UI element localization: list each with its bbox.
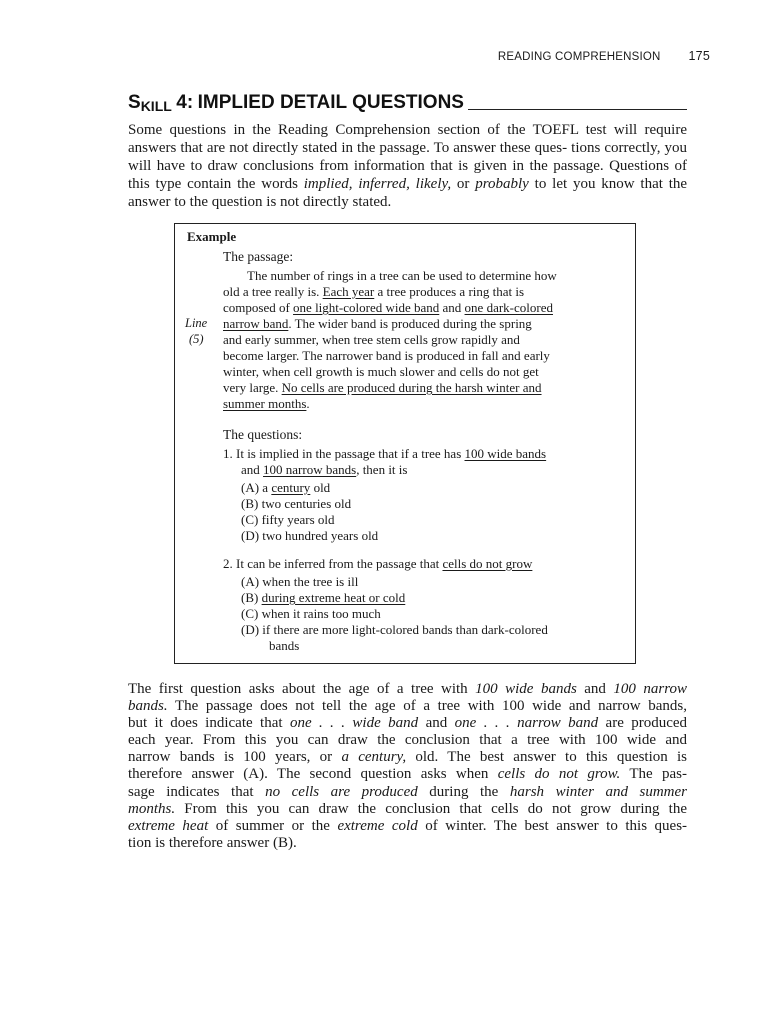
passage-line: The number of rings in a tree can be used to determine how [247,268,557,283]
heading-rule [468,109,687,110]
question-stem: 2. It can be inferred from the passage that cells do not grow [223,556,533,571]
underlined-phrase: one dark-colored [464,300,553,315]
example-label: Example [187,229,237,244]
page-number: 175 [688,49,710,63]
skill-prefix-rest: KILL [140,98,172,114]
passage-line: old a tree really is. Each year a tree produces a ring that is [223,284,525,299]
section-title: IMPLIED DETAIL QUESTIONS [197,92,464,113]
explanation-line: The first question asks about the age of a tree with 100 wide bands and 100 narrow [128,681,688,697]
underlined-phrase: during extreme heat or cold [261,590,406,605]
underlined-phrase: Each year [322,284,375,299]
underlined-phrase: 100 wide bands [464,446,547,461]
underlined-phrase: one light-colored wide band [293,300,440,315]
passage-line: winter, when cell growth is much slower and cells do not get [223,364,539,379]
underlined-phrase: century [271,480,311,495]
underlined-phrase: cells do not grow [442,556,533,571]
question-stem: and 100 narrow bands, then it is [241,462,408,477]
answer-option[interactable]: (C) when it rains too much [241,606,381,621]
passage-line: summer months. [223,396,310,411]
explanation-paragraph [128,681,687,852]
explanation-line: bands. The passage does not tell the age of a tree with 100 wide and narrow bands, [128,698,687,715]
underlined-phrase: 100 narrow bands [263,462,357,477]
explanation-line: sage indicates that no cells are produced during the harsh winter and summer [128,783,688,800]
example-box [174,223,636,664]
explanation-line: extreme heat of summer or the extreme cold of winter. The best answer to this ques- [128,817,688,834]
intro-paragraph [128,121,687,211]
keyword-likely: likely, [415,176,452,192]
question-stem: 1. It is implied in the passage that if a tree has 100 wide bands [223,446,547,461]
questions-label: The questions: [223,427,303,442]
underlined-phrase: summer months [223,396,307,411]
answer-options [223,574,625,654]
running-head-title: READING COMPREHENSION [497,51,661,63]
keyword-implied: implied, [303,176,353,192]
passage-line: and early summer, when tree stem cells grow rapidly and [223,332,520,347]
intro-line: in the passage. Questions of this type contain the words [128,158,688,192]
intro-line: to let you know that the answer to the question is not directly stated. [128,176,688,210]
line-label: Line [185,316,208,330]
answer-option[interactable]: (C) fifty years old [241,512,335,527]
answer-option[interactable]: (D) two hundred years old [241,528,379,543]
intro-line: or [456,176,470,192]
running-head [498,49,710,63]
explanation-line: but it does indicate that one . . . wide band and one . . . narrow band are produced [128,715,688,732]
passage-line: composed of one light-colored wide band and one dark-colored [223,300,553,315]
intro-line: Some questions in the Reading Comprehension section of the TOEFL test will [128,122,638,138]
explanation-line: months. From this you can draw the conclusion that cells do not grow during the [128,800,688,817]
section-heading [128,92,687,114]
question-1 [223,446,625,544]
keyword-probably: probably [475,176,529,192]
intro-line: tions correctly, you will have to draw conclusions from information that is given [128,140,688,174]
answer-option[interactable]: (B) during extreme heat or cold [241,590,406,605]
answer-options [223,480,625,544]
skill-number: 4: [176,92,194,113]
passage-line: narrow band. The wider band is produced during the spring [223,316,532,331]
explanation-line: tion is therefore answer (B). [128,834,297,851]
answer-option[interactable]: (A) when the tree is ill [241,574,359,589]
keyword-inferred: inferred, [358,176,410,192]
skill-prefix-initial: S [128,92,141,113]
passage-line: become larger. The narrower band is produced in fall and early [223,348,550,363]
answer-option[interactable]: (D) if there are more light-colored bands than dark-colored bands [241,622,548,653]
underlined-phrase: narrow band [223,316,289,331]
passage-line: very large. No cells are produced during the harsh winter and [223,380,542,395]
intro-line: require answers that are not directly stated in the passage. To answer these ques- [128,122,688,156]
explanation-line: narrow bands is 100 years, or a century, old. The best answer to this question is [128,749,688,766]
line-number: (5) [189,332,204,346]
passage-text [223,268,625,412]
explanation-line: each year. From this you can draw the conclusion that a tree with 100 wide and [128,732,687,749]
underlined-phrase: No cells are produced during the harsh winter and [281,380,542,395]
explanation-line: therefore answer (A). The second question asks when cells do not grow. The pas- [128,766,688,783]
answer-option[interactable]: (A) a century old [241,480,331,495]
passage-label: The passage: [223,249,294,264]
question-2 [223,556,625,654]
answer-option[interactable]: (B) two centuries old [241,496,352,511]
